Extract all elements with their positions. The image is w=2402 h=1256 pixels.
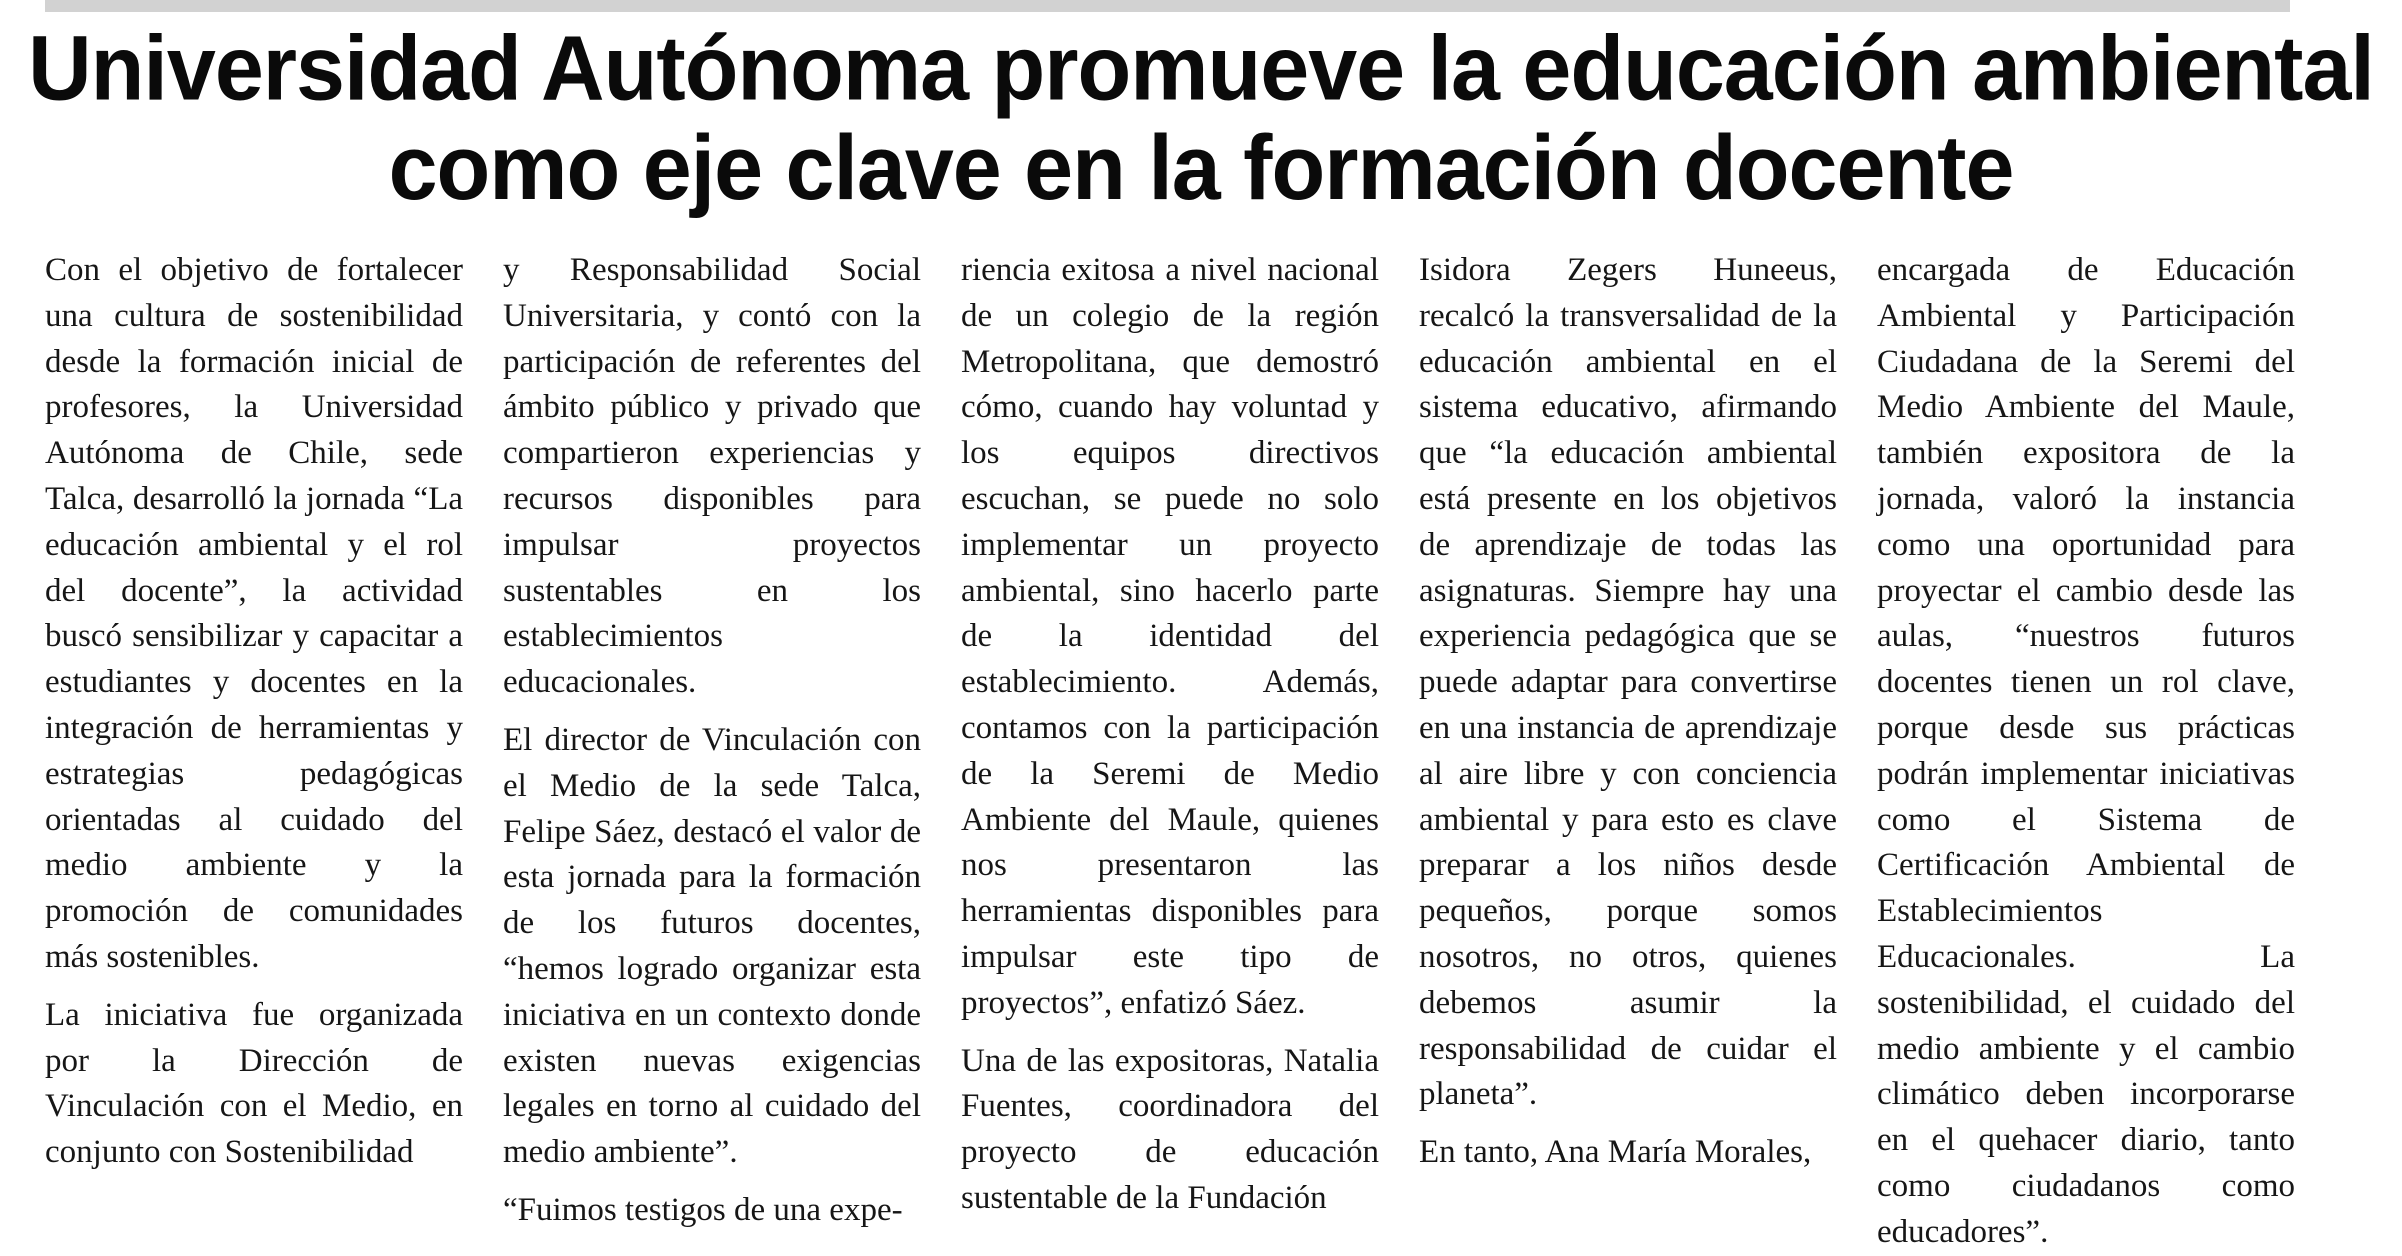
column-5: [1877, 248, 2295, 1250]
column-3: [961, 248, 1379, 1216]
paragraph: Una de las expositoras, Natalia Fuentes, coordinadora del proyecto de educación sustentable de la Fundación: [961, 1042, 1379, 1216]
article-headline: [0, 18, 2402, 218]
headline-line-2: como eje clave en la formación docente: [388, 115, 2014, 219]
column-4: [1419, 248, 1837, 1208]
paragraph: La iniciativa fue organizada por la Dirección de Vinculación con el Medio, en conjunto con Sostenibilidad: [45, 996, 463, 1171]
paragraph: encargada de Educación Ambiental y Participación Ciudadana de la Seremi del Medio Ambiente del Maule, también expositora de la jornada, valoró la instancia como una oportunidad para proyectar el cambio desde las aulas, “nuestros futuros docentes tienen un rol clave, porque desde sus prácticas podrán implementar iniciativas como el Sistema de Certificación Ambiental de Establecimientos Educacionales. La sostenibilidad, el cuidado del medio ambiente y el cambio climático deben incorporarse en el quehacer diario, tanto como ciudadanos como educadores”.: [1877, 252, 2295, 1250]
paragraph: El director de Vinculación con el Medio de la sede Talca, Felipe Sáez, destacó el valor de esta jornada para la formación de los futuros docentes, “hemos logrado organizar esta iniciativa en un contexto donde existen nuevas exigencias legales en torno al cuidado del medio ambiente”.: [503, 721, 921, 1171]
paragraph: riencia exitosa a nivel nacional de un colegio de la región Metropolitana, que demostró cómo, cuando hay voluntad y los equipos directivos escuchan, se puede no solo implementar un proyecto ambiental, sino hacerlo parte de la identidad del establecimiento. Además, contamos con la participación de la Seremi de Medio Ambiente del Maule, quienes nos presentaron las herramientas disponibles para impulsar este tipo de proyectos”, enfatizó Sáez.: [961, 252, 1379, 1021]
paragraph: y Responsabilidad Social Universitaria, y contó con la participación de referentes del ámbito público y privado que compartieron experiencias y recursos disponibles para impulsar proyectos sustentables en los establecimientos educacionales.: [503, 252, 921, 701]
top-divider: [45, 0, 2290, 12]
column-2: [503, 248, 921, 1228]
paragraph: Isidora Zegers Huneeus, recalcó la transversalidad de la educación ambiental en el sistema educativo, afirmando que “la educación ambiental está presente en los objetivos de aprendizaje de todas las asignaturas. Siempre hay una experiencia pedagógica que se puede adaptar para convertirse en una instancia de aprendizaje al aire libre y con conciencia ambiental y para esto es clave preparar a los niños desde pequeños, porque somos nosotros, no otros, quienes debemos asumir la responsabilidad de cuidar el planeta”.: [1419, 252, 1837, 1113]
paragraph: Con el objetivo de fortalecer una cultura de sostenibilidad desde la formación inicial de profesores, la Universidad Autónoma de Chile, sede Talca, desarrolló la jornada “La educación ambiental y el rol del docente”, la actividad buscó sensibilizar y capacitar a estudiantes y docentes en la integración de herramientas y estrategias pedagógicas orientadas al cuidado del medio ambiente y la promoción de comunidades más sostenibles.: [45, 252, 463, 975]
article-body: [45, 248, 2295, 1250]
headline-line-1: Universidad Autónoma promueve la educación ambiental: [28, 16, 2374, 120]
paragraph: En tanto, Ana María Morales,: [1419, 1134, 1812, 1171]
paragraph: “Fuimos testigos de una expe-: [503, 1191, 903, 1228]
column-1: [45, 248, 463, 1208]
